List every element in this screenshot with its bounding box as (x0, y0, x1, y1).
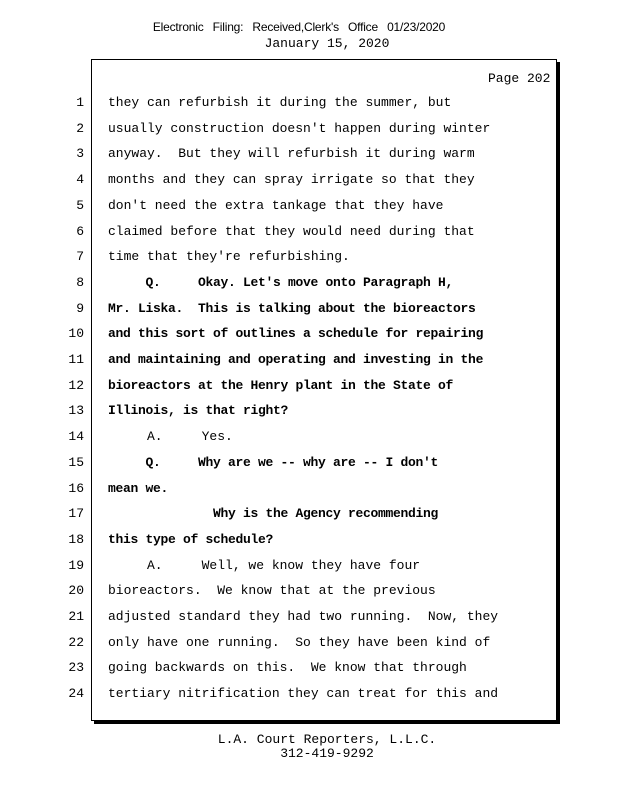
line-number: 9 (76, 300, 84, 316)
transcript-line: usually construction doesn't happen during winter (108, 120, 491, 136)
line-number: 24 (68, 686, 84, 702)
line-number: 17 (68, 506, 84, 522)
transcript-line: adjusted standard they had two running. Now, they (108, 609, 499, 624)
line-number: 12 (68, 377, 84, 393)
footer-phone: 312-419-9292 (280, 746, 374, 761)
transcript-line: they can refurbish it during the summer, but (108, 95, 452, 110)
transcript-line: claimed before that they would need during that (108, 223, 475, 239)
line-number: 13 (68, 403, 84, 419)
line-number: 19 (68, 557, 84, 573)
transcript-line: Q. Why are we -- why are -- I don't (108, 454, 439, 470)
transcript-line: this type of schedule? (108, 531, 274, 547)
transcript-line: time that they're refurbishing. (108, 249, 350, 265)
transcript-line: and this sort of outlines a schedule for repairing (108, 326, 484, 342)
transcript-line: bioreactors at the Henry plant in the State of (108, 377, 454, 393)
transcript-line: only have one running. So they have been kind of (108, 634, 491, 650)
line-number: 7 (76, 249, 84, 265)
transcript-line: Illinois, is that right? (108, 403, 289, 419)
line-number: 5 (76, 197, 84, 213)
transcript-line: Q. Okay. Let's move onto Paragraph H, (108, 274, 454, 290)
line-number: 22 (68, 634, 84, 650)
transcript-line: and maintaining and operating and investing in the (108, 352, 484, 367)
line-number: 1 (76, 95, 84, 110)
line-number: 3 (76, 146, 84, 162)
line-number: 20 (68, 583, 84, 599)
transcript-line: Why is the Agency recommending (108, 506, 439, 522)
footer-company: L.A. Court Reporters, L.L.C. (217, 732, 437, 747)
transcript-line: bioreactors. We know that at the previous (108, 583, 436, 599)
transcript-line: months and they can spray irrigate so that they (108, 172, 475, 188)
transcript-line: mean we. (108, 480, 169, 496)
transcript-line: anyway. But they will refurbish it during warm (108, 146, 475, 162)
line-number: 10 (68, 326, 84, 342)
line-number: 21 (68, 609, 84, 624)
transcript-line: A. Yes. (108, 429, 233, 445)
transcript-line: going backwards on this. We know that through (108, 660, 467, 676)
line-number: 6 (76, 223, 84, 239)
line-number: 16 (68, 480, 84, 496)
line-number: 11 (68, 352, 84, 367)
transcript-line: A. Well, we know they have four (108, 557, 421, 573)
line-number: 4 (76, 172, 84, 188)
line-number: 8 (76, 274, 84, 290)
transcript-line: don't need the extra tankage that they have (108, 197, 444, 213)
page-number: Page 202 (488, 71, 551, 86)
transcript-line: tertiary nitrification they can treat for this and (108, 686, 499, 702)
transcript-line: Mr. Liska. This is talking about the bioreactors (108, 300, 476, 316)
filing-stamp: Electronic Filing: Received,Clerk's Office 01/23/2020 (152, 20, 446, 34)
line-number: 23 (68, 660, 84, 676)
line-number: 2 (76, 120, 84, 136)
line-number: 14 (68, 429, 84, 445)
hearing-date: January 15, 2020 (264, 36, 390, 51)
line-number: 18 (68, 531, 84, 547)
line-number: 15 (68, 454, 84, 470)
